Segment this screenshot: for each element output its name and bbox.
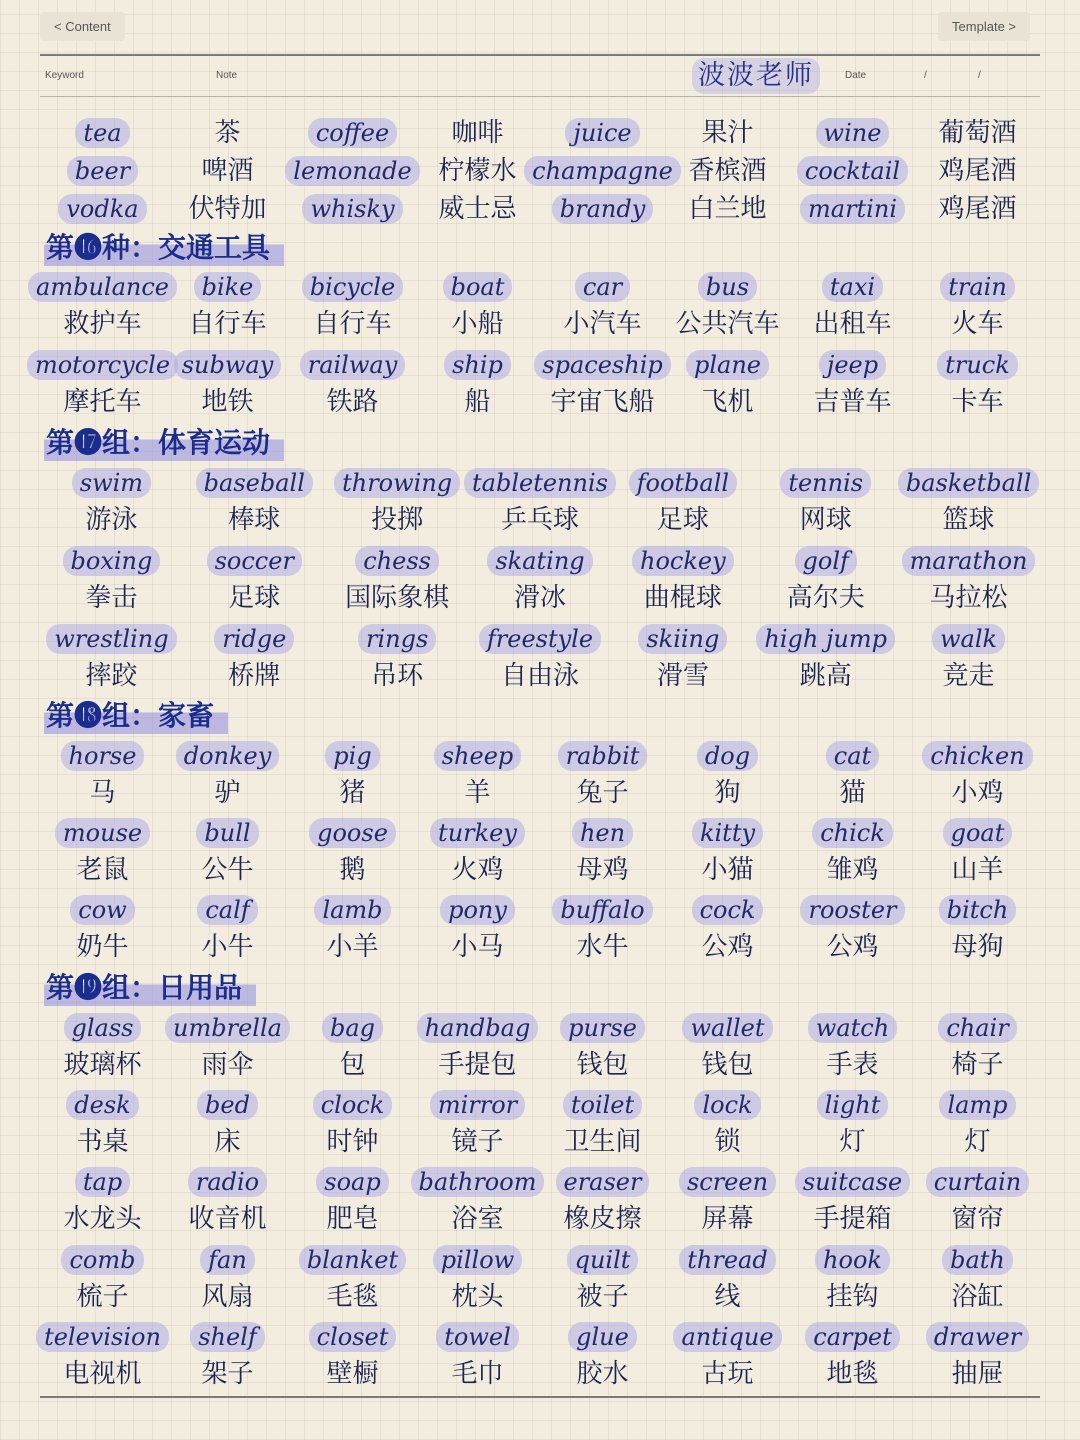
chinese-row — [40, 1123, 1040, 1161]
chinese-translation: 山羊 — [951, 855, 1004, 885]
english-word: lamb — [314, 895, 390, 925]
english-word: goose — [309, 818, 396, 848]
english-row — [40, 542, 1040, 580]
chinese-translation: 橡皮擦 — [563, 1204, 642, 1234]
english-word: lock — [694, 1090, 760, 1120]
chinese-translation: 自由泳 — [500, 661, 579, 691]
english-word: rings — [358, 624, 436, 654]
chinese-translation: 高尔夫 — [786, 583, 865, 613]
english-word: walk — [932, 624, 1005, 654]
english-word: bull — [196, 818, 258, 848]
english-word: hook — [815, 1245, 890, 1275]
chinese-translation: 架子 — [201, 1359, 254, 1389]
chinese-translation: 手表 — [826, 1050, 879, 1080]
chinese-translation: 游泳 — [85, 505, 138, 535]
english-row — [40, 1241, 1040, 1279]
english-word: golf — [795, 546, 857, 576]
english-row — [40, 1163, 1040, 1201]
english-word: car — [575, 272, 630, 302]
english-word: champagne — [524, 156, 681, 186]
english-row — [34, 346, 1040, 384]
english-word: purse — [560, 1013, 645, 1043]
chinese-translation: 铁路 — [326, 387, 379, 417]
chinese-translation: 胶水 — [576, 1359, 629, 1389]
drinks-row — [40, 114, 1040, 152]
english-word: mouse — [55, 818, 150, 848]
chinese-translation: 马 — [89, 778, 116, 808]
english-word: hockey — [632, 546, 734, 576]
date-separator: / — [924, 70, 927, 81]
chinese-translation: 雨伞 — [201, 1050, 254, 1080]
chinese-translation: 手提箱 — [813, 1204, 892, 1234]
chinese-translation: 小马 — [451, 932, 504, 962]
chinese-translation: 浴室 — [451, 1204, 504, 1234]
english-word: vodka — [58, 194, 146, 224]
chinese-translation: 投掷 — [371, 505, 424, 535]
english-word: baseball — [196, 468, 313, 498]
english-word: suitcase — [795, 1167, 910, 1197]
english-word: spaceship — [534, 350, 670, 380]
english-word: cocktail — [797, 156, 908, 186]
english-word: tennis — [780, 468, 871, 498]
chinese-translation: 床 — [214, 1127, 241, 1157]
header-bottom-rule — [40, 96, 1040, 97]
chinese-translation: 灯 — [964, 1127, 991, 1157]
chinese-translation: 收音机 — [188, 1204, 267, 1234]
english-word: railway — [300, 350, 406, 380]
chinese-translation: 宇宙飞船 — [550, 387, 655, 417]
chinese-translation: 葡萄酒 — [938, 118, 1017, 148]
english-word: bathroom — [411, 1167, 545, 1197]
section-title: 第⓲组：家畜 — [44, 698, 228, 734]
chinese-translation: 啤酒 — [201, 156, 254, 186]
footer-rule — [40, 1396, 1040, 1398]
section-title: 第⓱组：体育运动 — [44, 425, 284, 461]
english-word: skating — [487, 546, 592, 576]
chinese-translation: 小猫 — [701, 855, 754, 885]
chinese-translation: 雏鸡 — [826, 855, 879, 885]
english-word: bicycle — [302, 272, 403, 302]
chinese-translation: 桥牌 — [228, 661, 281, 691]
english-word: jeep — [819, 350, 886, 380]
english-word: tabletennis — [464, 468, 616, 498]
chinese-translation: 拳击 — [85, 583, 138, 613]
english-word: wallet — [682, 1013, 772, 1043]
chinese-row — [40, 1200, 1040, 1238]
english-word: light — [817, 1090, 889, 1120]
english-row — [40, 1086, 1040, 1124]
english-word: bike — [194, 272, 262, 302]
english-word: bed — [197, 1090, 258, 1120]
chinese-translation: 足球 — [656, 505, 709, 535]
chinese-translation: 救护车 — [63, 309, 142, 339]
english-word: eraser — [556, 1167, 650, 1197]
english-row — [40, 737, 1040, 775]
english-word: ridge — [214, 624, 294, 654]
english-row — [36, 268, 1040, 306]
english-word: truck — [937, 350, 1018, 380]
english-word: train — [940, 272, 1015, 302]
chinese-translation: 马拉松 — [929, 583, 1008, 613]
english-word: bus — [698, 272, 757, 302]
chinese-translation: 小鸡 — [951, 778, 1004, 808]
english-word: subway — [174, 350, 282, 380]
english-word: chick — [812, 818, 893, 848]
english-word: rabbit — [558, 741, 648, 771]
chinese-translation: 浴缸 — [951, 1282, 1004, 1312]
chinese-translation: 篮球 — [942, 505, 995, 535]
english-word: boat — [443, 272, 513, 302]
english-word: soap — [316, 1167, 388, 1197]
chinese-translation: 小羊 — [326, 932, 379, 962]
english-word: soccer — [207, 546, 302, 576]
chinese-translation: 玻璃杯 — [63, 1050, 142, 1080]
english-row — [40, 814, 1040, 852]
english-word: watch — [808, 1013, 897, 1043]
chinese-translation: 钱包 — [576, 1050, 629, 1080]
chinese-translation: 小牛 — [201, 932, 254, 962]
chinese-translation: 枕头 — [451, 1282, 504, 1312]
chinese-translation: 猫 — [839, 778, 866, 808]
english-word: quilt — [567, 1245, 639, 1275]
english-row — [40, 891, 1040, 929]
english-word: horse — [61, 741, 145, 771]
english-word: lamp — [939, 1090, 1015, 1120]
chinese-translation: 梳子 — [76, 1282, 129, 1312]
english-word: cock — [692, 895, 764, 925]
chinese-translation: 老鼠 — [76, 855, 129, 885]
chinese-translation: 滑冰 — [513, 583, 566, 613]
keyword-label: Keyword — [45, 70, 84, 81]
chinese-translation: 公牛 — [201, 855, 254, 885]
chinese-translation: 水龙头 — [63, 1204, 142, 1234]
chinese-translation: 母狗 — [951, 932, 1004, 962]
english-word: tap — [75, 1167, 130, 1197]
chinese-translation: 书桌 — [76, 1127, 129, 1157]
note-label: Note — [216, 70, 238, 81]
english-row — [40, 464, 1040, 502]
english-word: chair — [938, 1013, 1016, 1043]
chinese-translation: 窗帘 — [951, 1204, 1004, 1234]
chinese-translation: 包 — [339, 1050, 366, 1080]
chinese-translation: 椅子 — [951, 1050, 1004, 1080]
chinese-translation: 地毯 — [826, 1359, 879, 1389]
english-word: ambulance — [28, 272, 177, 302]
english-word: mirror — [430, 1090, 525, 1120]
header-top-rule — [40, 54, 1040, 56]
english-word: throwing — [334, 468, 460, 498]
chinese-row — [40, 1046, 1040, 1084]
chinese-row — [40, 501, 1040, 539]
english-word: pig — [325, 741, 379, 771]
chinese-row — [40, 383, 1040, 421]
chinese-translation: 竞走 — [942, 661, 995, 691]
english-word: shelf — [190, 1322, 265, 1352]
chinese-translation: 白兰地 — [688, 194, 767, 224]
chinese-row — [40, 928, 1040, 966]
chinese-translation: 棒球 — [228, 505, 281, 535]
english-word: high jump — [756, 624, 895, 654]
chinese-row — [40, 851, 1040, 889]
chinese-translation: 钱包 — [701, 1050, 754, 1080]
english-word: turkey — [430, 818, 525, 848]
english-word: skiing — [638, 624, 727, 654]
chinese-translation: 自行车 — [313, 309, 392, 339]
chinese-translation: 狗 — [714, 778, 741, 808]
english-word: sheep — [434, 741, 522, 771]
chinese-translation: 被子 — [576, 1282, 629, 1312]
english-word: freestyle — [479, 624, 601, 654]
english-word: radio — [188, 1167, 267, 1197]
chinese-row — [40, 579, 1040, 617]
english-word: television — [36, 1322, 169, 1352]
chinese-translation: 自行车 — [188, 309, 267, 339]
chinese-translation: 摩托车 — [63, 387, 142, 417]
english-word: tea — [75, 118, 129, 148]
chinese-row — [40, 774, 1040, 812]
chinese-translation: 果汁 — [701, 118, 754, 148]
english-word: toilet — [563, 1090, 642, 1120]
chinese-translation: 网球 — [799, 505, 852, 535]
chinese-row — [40, 657, 1040, 695]
chinese-translation: 吊环 — [371, 661, 424, 691]
english-word: thread — [679, 1245, 775, 1275]
english-word: football — [629, 468, 737, 498]
english-word: glue — [568, 1322, 637, 1352]
chinese-row — [40, 1278, 1040, 1316]
chinese-translation: 公鸡 — [826, 932, 879, 962]
chinese-translation: 猪 — [339, 778, 366, 808]
chinese-translation: 鸡尾酒 — [938, 156, 1017, 186]
english-word: donkey — [176, 741, 280, 771]
chinese-translation: 威士忌 — [438, 194, 517, 224]
english-word: chicken — [922, 741, 1032, 771]
chinese-translation: 鸡尾酒 — [938, 194, 1017, 224]
english-word: dog — [697, 741, 758, 771]
english-row — [40, 620, 1040, 658]
chinese-translation: 壁橱 — [326, 1359, 379, 1389]
chinese-translation: 茶 — [214, 118, 241, 148]
chinese-translation: 母鸡 — [576, 855, 629, 885]
english-word: beer — [67, 156, 138, 186]
chinese-translation: 咖啡 — [451, 118, 504, 148]
english-word: towel — [436, 1322, 519, 1352]
english-word: ship — [444, 350, 511, 380]
chinese-translation: 挂钩 — [826, 1282, 879, 1312]
chinese-translation: 镜子 — [451, 1127, 504, 1157]
chinese-translation: 锁 — [714, 1127, 741, 1157]
chinese-translation: 抽屉 — [951, 1359, 1004, 1389]
english-word: wine — [816, 118, 890, 148]
chinese-translation: 船 — [464, 387, 491, 417]
chinese-translation: 香槟酒 — [688, 156, 767, 186]
teacher-signature: 波波老师 — [692, 58, 820, 94]
english-word: kitty — [692, 818, 763, 848]
chinese-translation: 小汽车 — [563, 309, 642, 339]
chinese-translation: 跳高 — [799, 661, 852, 691]
chinese-translation: 柠檬水 — [438, 156, 517, 186]
english-word: clock — [313, 1090, 393, 1120]
chinese-translation: 毛毯 — [326, 1282, 379, 1312]
chinese-translation: 伏特加 — [188, 194, 267, 224]
chinese-translation: 线 — [714, 1282, 741, 1312]
chinese-translation: 火鸡 — [451, 855, 504, 885]
chinese-translation: 出租车 — [813, 309, 892, 339]
english-word: plane — [686, 350, 769, 380]
english-word: pillow — [433, 1245, 522, 1275]
english-word: carpet — [805, 1322, 899, 1352]
chinese-translation: 古玩 — [701, 1359, 754, 1389]
chinese-translation: 火车 — [951, 309, 1004, 339]
chinese-translation: 鹅 — [339, 855, 366, 885]
english-word: rooster — [800, 895, 904, 925]
chinese-translation: 电视机 — [63, 1359, 142, 1389]
english-word: basketball — [898, 468, 1039, 498]
chinese-row — [40, 305, 1040, 343]
chinese-translation: 手提包 — [438, 1050, 517, 1080]
english-word: chess — [355, 546, 439, 576]
chinese-translation: 公鸡 — [701, 932, 754, 962]
chinese-translation: 公共汽车 — [675, 309, 780, 339]
english-word: goat — [943, 818, 1013, 848]
chinese-translation: 摔跤 — [85, 661, 138, 691]
chinese-translation: 奶牛 — [76, 932, 129, 962]
english-word: lemonade — [285, 156, 419, 186]
english-word: screen — [679, 1167, 776, 1197]
english-word: curtain — [926, 1167, 1029, 1197]
chinese-translation: 兔子 — [576, 778, 629, 808]
english-word: antique — [673, 1322, 781, 1352]
template-button[interactable]: Template > — [938, 12, 1030, 41]
chinese-translation: 曲棍球 — [643, 583, 722, 613]
drinks-row — [40, 152, 1040, 190]
english-word: bitch — [939, 895, 1017, 925]
english-word: juice — [565, 118, 639, 148]
english-word: cow — [70, 895, 134, 925]
chinese-translation: 卡车 — [951, 387, 1004, 417]
english-word: umbrella — [165, 1013, 290, 1043]
chinese-translation: 地铁 — [201, 387, 254, 417]
date-label: Date — [845, 70, 867, 81]
chinese-translation: 毛巾 — [451, 1359, 504, 1389]
english-word: drawer — [926, 1322, 1029, 1352]
english-word: calf — [197, 895, 257, 925]
chinese-translation: 足球 — [228, 583, 281, 613]
chinese-translation: 时钟 — [326, 1127, 379, 1157]
chinese-translation: 灯 — [839, 1127, 866, 1157]
date-separator: / — [978, 70, 981, 81]
english-row — [40, 1318, 1040, 1356]
english-word: boxing — [63, 546, 161, 576]
chinese-row — [40, 1355, 1040, 1393]
chinese-translation: 国际象棋 — [345, 583, 450, 613]
english-word: buffalo — [552, 895, 652, 925]
drinks-row — [40, 190, 1040, 228]
chinese-translation: 风扇 — [201, 1282, 254, 1312]
english-word: bath — [942, 1245, 1013, 1275]
english-row — [40, 1009, 1040, 1047]
chinese-translation: 驴 — [214, 778, 241, 808]
english-word: glass — [64, 1013, 142, 1043]
chinese-translation: 飞机 — [701, 387, 754, 417]
chinese-translation: 肥皂 — [326, 1204, 379, 1234]
chinese-translation: 滑雪 — [656, 661, 709, 691]
english-word: pony — [440, 895, 515, 925]
english-word: marathon — [902, 546, 1036, 576]
section-title: 第⓳组：日用品 — [44, 970, 256, 1006]
chinese-translation: 水牛 — [576, 932, 629, 962]
english-word: comb — [61, 1245, 143, 1275]
english-word: wrestling — [46, 624, 176, 654]
english-word: cat — [826, 741, 879, 771]
english-word: closet — [309, 1322, 397, 1352]
english-word: hen — [572, 818, 633, 848]
english-word: coffee — [308, 118, 397, 148]
english-word: bag — [322, 1013, 383, 1043]
back-to-content-button[interactable]: < Content — [40, 12, 125, 41]
english-word: brandy — [552, 194, 654, 224]
chinese-translation: 卫生间 — [563, 1127, 642, 1157]
english-word: motorcycle — [27, 350, 178, 380]
section-title: 第⓰种：交通工具 — [44, 230, 284, 266]
english-word: fan — [200, 1245, 255, 1275]
english-word: handbag — [417, 1013, 539, 1043]
chinese-translation: 屏幕 — [701, 1204, 754, 1234]
english-word: taxi — [822, 272, 883, 302]
english-word: blanket — [299, 1245, 406, 1275]
english-word: swim — [72, 468, 151, 498]
english-word: whisky — [302, 194, 402, 224]
english-word: desk — [66, 1090, 138, 1120]
chinese-translation: 吉普车 — [813, 387, 892, 417]
chinese-translation: 小船 — [451, 309, 504, 339]
chinese-translation: 乒乓球 — [500, 505, 579, 535]
english-word: martini — [800, 194, 905, 224]
chinese-translation: 羊 — [464, 778, 491, 808]
